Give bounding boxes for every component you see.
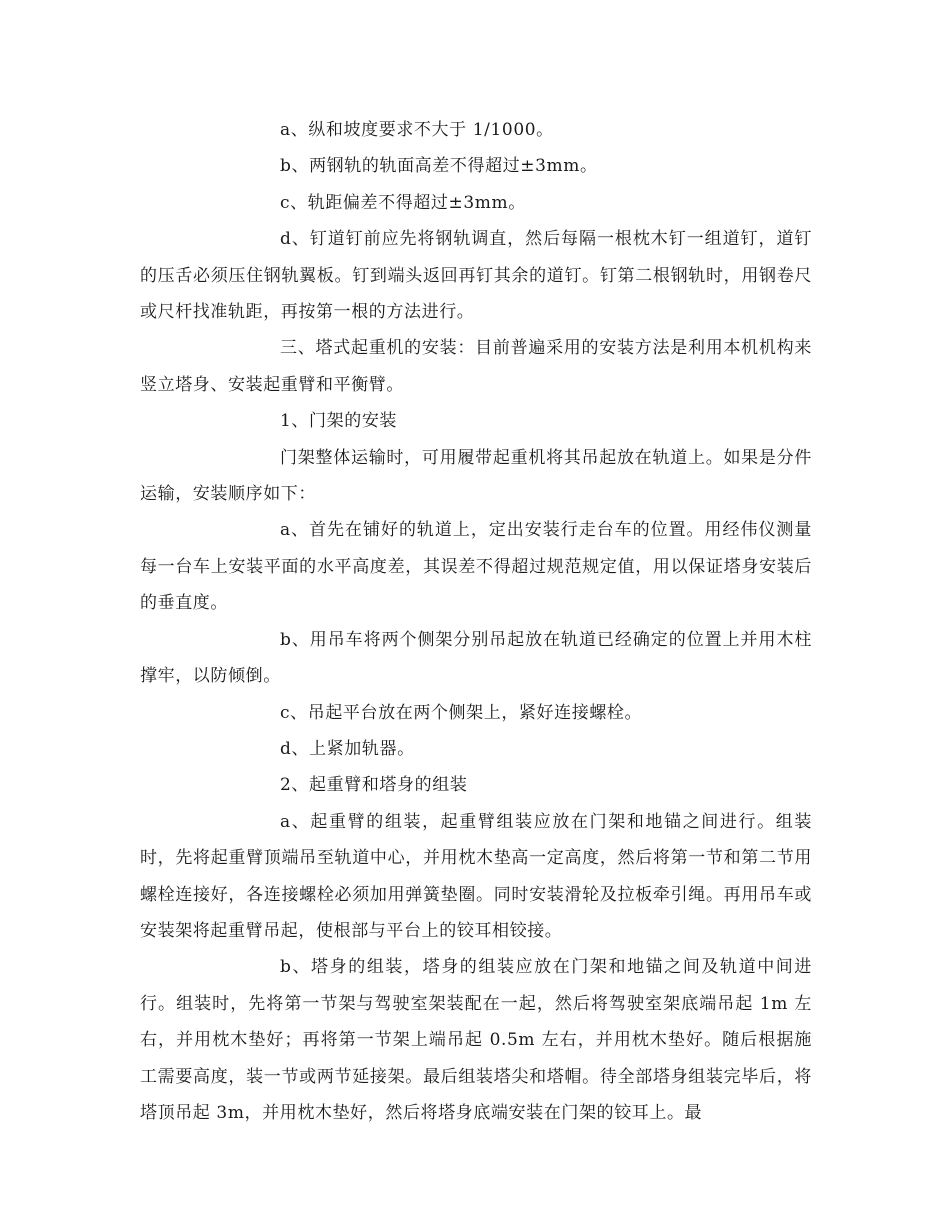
subheading-boom-and-tower-assembly: 2、起重臂和塔身的组装 (280, 775, 468, 796)
paragraph-a-boom-assembly: a、起重臂的组装，起重臂组装应放在门架和地锚之间进行。组装时，先将起重臂顶端吊至轨道中心，并用枕木垫高一定高度，然后将第一节和第二节用螺栓连接好，各连接螺栓必须加用弹簧垫圈。同时安装滑轮及拉板牵引绳。再用吊车或安装架将起重臂吊起，使根部与平台上的铰耳相铰接。 (140, 811, 812, 941)
paragraph-d-spikes: d、钉道钉前应先将钢轨调直，然后每隔一根枕木钉一组道钉，道钉的压舌必须压住钢轨翼板。钉到端头返回再钉其余的道钉。钉第二根钢轨时，用钢卷尺或尺杆找准轨距，再按第一根的方法进行。 (140, 229, 812, 323)
document-body (140, 112, 812, 1131)
paragraph-a-bogie-position: a、首先在铺好的轨道上，定出安装行走台车的位置。用经伟仪测量每一台车上安装平面的水平高度差，其误差不得超过规范规定值，用以保证塔身安装后的垂直度。 (140, 520, 812, 614)
paragraph-b-rail-height: b、两钢轨的轨面高差不得超过±3mm。 (280, 156, 598, 177)
section-heading-crane-installation: 三、塔式起重机的安装：目前普遍采用的安装方法是利用本机机构来竖立塔身、安装起重臂和平衡臂。 (140, 338, 812, 395)
paragraph-gantry-transport: 门架整体运输时，可用履带起重机将其吊起放在轨道上。如果是分件运输，安装顺序如下： (140, 447, 812, 505)
paragraph-c-platform: c、吊起平台放在两个侧架上，紧好连接螺栓。 (280, 702, 643, 723)
paragraph-a-slope: a、纵和坡度要求不大于 1/1000。 (280, 120, 554, 140)
subheading-gantry-installation: 1、门架的安装 (280, 411, 398, 432)
paragraph-c-gauge: c、轨距偏差不得超过±3mm。 (280, 192, 526, 213)
paragraph-b-side-frames: b、用吊车将两个侧架分别吊起放在轨道已经确定的位置上并用木柱撑牢，以防倾倒。 (140, 629, 812, 687)
paragraph-d-rail-clamp: d、上紧加轨器。 (280, 738, 415, 759)
paragraph-b-tower-assembly: b、塔身的组装，塔身的组装应放在门架和地锚之间及轨道中间进行。组装时，先将第一节架与驾驶室架装配在一起，然后将驾驶室架底端吊起 1m 左右，并用枕木垫好；再将第一节架上端吊起 0.5m 左右，并用枕木垫好。随后根据施工需要高度，装一节或两节延接架。最后组装塔尖和塔帽。待全部塔身组装完毕后，将塔顶吊起 3m，并用枕木垫好，然后将塔身底端安装在门架的铰耳上。最 (140, 957, 812, 1123)
